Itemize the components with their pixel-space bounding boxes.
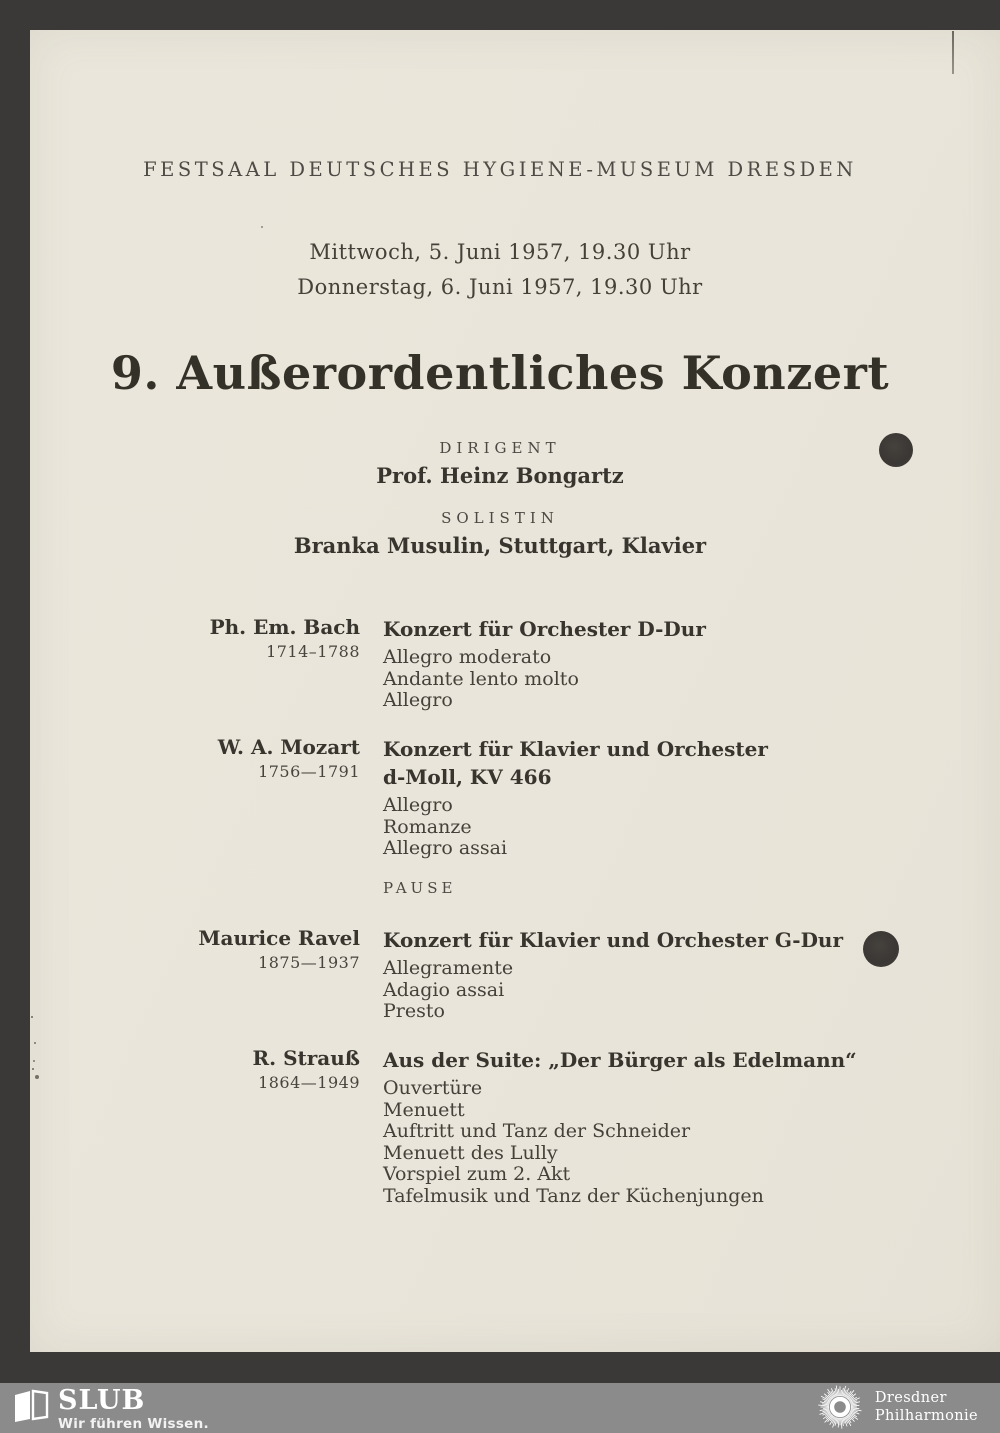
soloist-label: SOLISTIN [441, 509, 559, 527]
composer-name: W. A. Mozart [217, 735, 360, 759]
work-column [383, 615, 970, 712]
composer-dates: 1756—1791 [258, 762, 360, 781]
composer-column [100, 615, 360, 712]
philharmonie-texts [875, 1389, 978, 1425]
work-title: Aus der Suite: „Der Bürger als Edelmann“ [383, 1048, 857, 1072]
movement: Allegro assai [383, 837, 508, 859]
composer-dates: 1864—1949 [258, 1073, 360, 1092]
composer-name: Maurice Ravel [198, 926, 360, 950]
movement-list [383, 1078, 970, 1207]
work-title: Konzert für Klavier und Orchester [383, 737, 768, 761]
soloist-name: Branka Musulin, Stuttgart, Klavier [293, 533, 707, 558]
movement: Menuett des Lully [383, 1141, 558, 1164]
work-column [383, 735, 970, 860]
movement: Menuett [383, 1098, 465, 1121]
movement: Romanze [383, 815, 472, 838]
viewer-footer-bar [0, 1383, 1000, 1433]
work-title: Konzert für Orchester D-Dur [383, 617, 706, 641]
venue-heading: FESTSAAL DEUTSCHES HYGIENE-MUSEUM DRESDEN [143, 158, 857, 181]
pause-label: PAUSE [383, 879, 457, 897]
concert-date-1: Mittwoch, 5. Juni 1957, 19.30 Uhr [309, 240, 691, 264]
philharmonie-logo [817, 1384, 978, 1430]
open-book-icon [13, 1389, 49, 1423]
movement-list [383, 647, 970, 712]
composer-column [100, 926, 360, 1023]
work-title: d-Moll, KV 466 [383, 765, 552, 789]
movement-list [383, 958, 970, 1023]
movement: Vorspiel zum 2. Akt [383, 1163, 571, 1185]
starburst-icon [817, 1384, 863, 1430]
program-entry-mozart [100, 735, 970, 860]
program-page [30, 30, 1000, 1352]
composer-name: Ph. Em. Bach [209, 615, 360, 639]
movement: Allegro [383, 794, 453, 816]
slub-logo [13, 1387, 209, 1432]
program-entry-strauss [100, 1046, 970, 1207]
composer-column [100, 735, 360, 860]
program-entry-ravel [100, 926, 970, 1023]
composer-dates: 1714–1788 [266, 642, 360, 661]
philharmonie-line2: Philharmonie [874, 1408, 978, 1424]
movement: Andante lento molto [383, 667, 579, 690]
program-entry-bach [100, 615, 970, 712]
movement: Allegro [383, 689, 453, 711]
movement: Adagio assai [383, 978, 505, 1001]
movement: Tafelmusik und Tanz der Küchenjungen [383, 1184, 764, 1207]
work-column [383, 1046, 970, 1207]
movement: Allegramente [383, 957, 514, 979]
movement: Allegro moderato [383, 646, 552, 668]
paper-speckles [31, 1016, 33, 1018]
punch-hole-top [879, 433, 913, 467]
punch-hole-bottom [863, 931, 899, 967]
conductor-name: Prof. Heinz Bongartz [376, 463, 624, 488]
concert-date-2: Donnerstag, 6. Juni 1957, 19.30 Uhr [297, 275, 703, 299]
movement: Ouvertüre [383, 1077, 483, 1099]
slub-tagline: Wir führen Wissen. [58, 1416, 209, 1432]
composer-column [100, 1046, 360, 1207]
scratch-mark [952, 31, 954, 74]
philharmonie-line1: Dresdner [874, 1390, 947, 1406]
composer-dates: 1875—1937 [258, 953, 360, 972]
movement: Presto [383, 1000, 445, 1022]
slub-wordmark: SLUB [58, 1385, 146, 1416]
work-title: Konzert für Klavier und Orchester G-Dur [383, 928, 843, 952]
slub-texts [58, 1387, 209, 1432]
conductor-label: DIRIGENT [439, 439, 561, 457]
page-title: 9. Außerordentliches Konzert [110, 346, 890, 400]
movement-list [383, 795, 970, 860]
composer-name: R. Strauß [252, 1046, 360, 1070]
movement: Auftritt und Tanz der Schneider [383, 1120, 691, 1142]
